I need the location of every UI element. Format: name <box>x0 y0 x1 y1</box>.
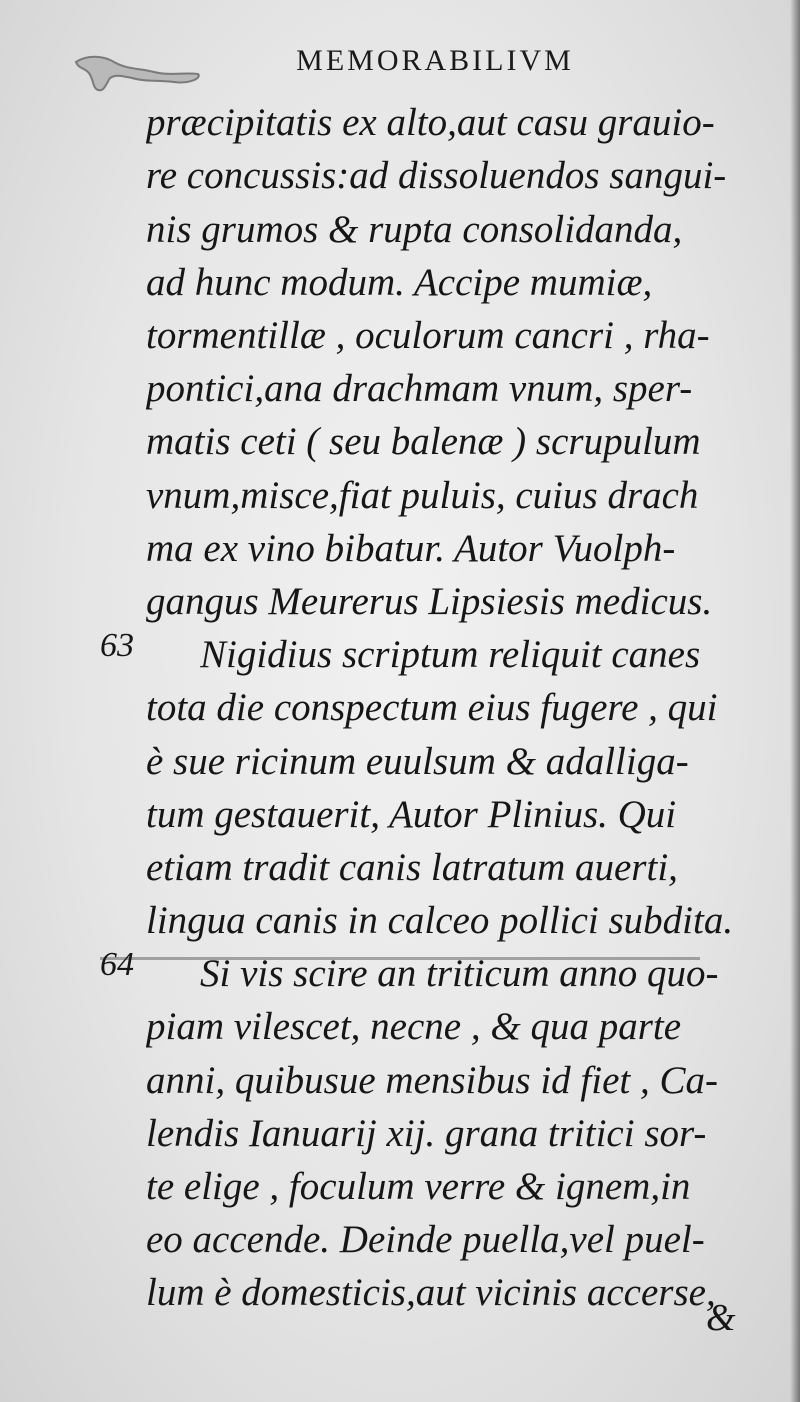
running-head: MEMORABILIVM <box>296 44 574 77</box>
text-line-16: lingua canis in calceo pollici subdita. <box>146 899 734 942</box>
text-line-3: nis grumos & rupta consolidanda, <box>146 208 683 251</box>
entry-number-63: 63 <box>100 627 134 664</box>
text-line-15: etiam tradit canis latratum auerti, <box>146 846 678 889</box>
text-line-18: piam vilescet, necne , & qua parte <box>146 1005 682 1048</box>
text-line-9: ma ex vino bibatur. Autor Vuolph- <box>146 527 676 570</box>
text-line-14: tum gestauerit, Autor Plinius. Qui <box>146 793 677 836</box>
text-line-17: Si vis scire an triticum anno quo- <box>200 952 719 995</box>
text-line-4: ad hunc modum. Accipe mumiæ, <box>146 261 653 304</box>
text-line-6: pontici,ana drachmam vnum, sper- <box>146 367 693 410</box>
text-line-7: matis ceti ( seu balenæ ) scrupulum <box>146 420 701 463</box>
catchword: & <box>706 1297 736 1339</box>
text-line-19: anni, quibusue mensibus id fiet , Ca- <box>146 1059 718 1102</box>
text-line-21: te elige , foculum verre & ignem,in <box>146 1165 691 1208</box>
text-line-20: lendis Ianuarij xij. grana tritici sor- <box>146 1112 707 1155</box>
text-line-5: tormentillæ , oculorum cancri , rha- <box>146 314 710 357</box>
text-line-8: vnum,misce,fiat puluis, cuius drach <box>146 474 699 517</box>
text-line-22: eo accende. Deinde puella,vel puel- <box>146 1218 705 1261</box>
text-line-23: lum è domesticis,aut vicinis accerse, <box>146 1271 716 1314</box>
text-line-1: præcipitatis ex alto,aut casu grauio- <box>146 101 715 144</box>
text-line-2: re concussis:ad dissoluendos sangui- <box>146 154 727 197</box>
text-line-13: è sue ricinum euulsum & adalliga- <box>146 740 689 783</box>
strike-through-mark <box>100 957 700 960</box>
text-line-12: tota die conspectum eius fugere , qui <box>146 686 718 729</box>
entry-number-64: 64 <box>100 946 134 983</box>
text-line-11: Nigidius scriptum reliquit canes <box>200 633 701 676</box>
text-line-10: gangus Meurerus Lipsiesis medicus. <box>146 580 713 623</box>
